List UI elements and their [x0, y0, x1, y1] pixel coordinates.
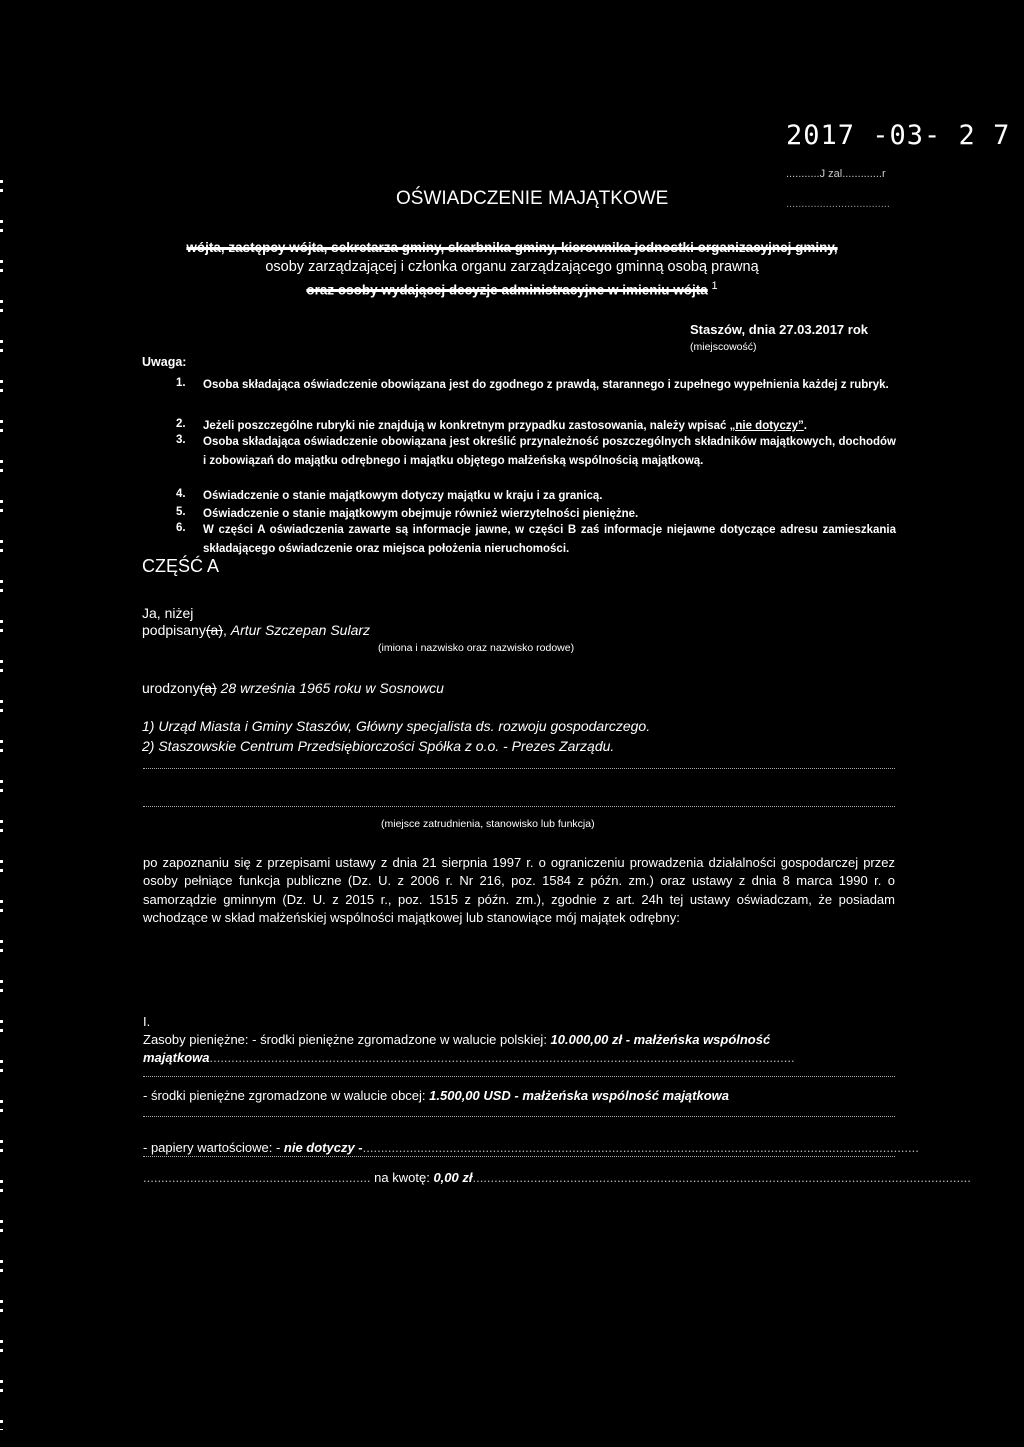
declaration-paragraph: po zapoznaniu się z przepisami ustawy z dnia 21 sierpnia 1997 r. o ograniczeniu prowadzenia działalności gospodarczej przez osoby pełniące funkcja publiczne (Dz. U. z 2006 r. Nr 216, poz. 1584 z późn. zm.) oraz ustawy z dnia 8 marca 1990 r. o samorządzie gminnym (Dz. U. z 2015 r., poz. 1515 z późn. zm.), zgodnie z art. 24h tej ustawy oświadczam, że posiadam wchodzące w skład małżeńskiej wspólności majątkowej lub stanowiące mój majątek odrębny:	[143, 855, 895, 926]
declarant-name: Artur Szczepan Sularz	[230, 622, 371, 638]
birth-details: 28 września 1965 roku w Sosnowcu	[220, 680, 444, 696]
securities-line: - papiery wartościowe: - nie dotyczy -..........................................................................................................................................................	[143, 1140, 919, 1155]
note-text: Oświadczenie o stanie majątkowym dotyczy majątku w kraju i za granicą.	[203, 490, 603, 502]
section-number: I.	[143, 1014, 151, 1029]
stamp-reference: ...........J zal.............r	[786, 168, 886, 180]
note-number: 2.	[176, 418, 186, 430]
dotted-line	[143, 1116, 895, 1117]
ja-nizej: Ja, niżej	[142, 605, 194, 621]
place-caption: (miejscowość)	[690, 341, 757, 353]
employment-2: 2) Staszowskie Centrum Przedsiębiorczości Spółka z o.o. - Prezes Zarządu.	[142, 738, 615, 754]
employment-caption: (miejsce zatrudnienia, stanowisko lub funkcja)	[381, 818, 595, 830]
stamp-line: ..................................	[786, 198, 890, 210]
header-line-applicable: osoby zarządzającej i członka organu zarządzającego gminną osobą prawną	[265, 259, 759, 275]
dotted-line	[143, 1076, 895, 1077]
note-number: 4.	[176, 488, 186, 500]
note-text: Osoba składająca oświadczenie obowiązana jest do zgodnego z prawdą, starannego i zupełnego wypełnienia każdej z rubryk.	[203, 379, 889, 391]
document-title: OŚWIADCZENIE MAJĄTKOWE	[396, 188, 669, 209]
note-text: Oświadczenie o stanie majątkowym obejmuje również wierzytelności pieniężne.	[203, 508, 639, 520]
note-text: Jeżeli poszczególne rubryki nie znajdują w konkretnym przypadku zastosowania, należy wpisać „nie dotyczy”.	[203, 420, 807, 432]
note-text: Osoba składająca oświadczenie obowiązana jest określić przynależność poszczególnych składników majątkowych, dochodów i zobowiązań do majątku odrębnego i majątku objętego małżeńską wspólnością majątkową.	[203, 436, 896, 467]
employment-1: 1) Urząd Miasta i Gminy Staszów, Główny specjalista ds. rozwoju gospodarczego.	[142, 718, 651, 734]
scan-edge	[0, 180, 3, 1430]
note-number: 6.	[176, 522, 186, 534]
footnote-marker: 1	[711, 280, 718, 292]
header-line-struck-2: oraz osoby wydającej decyzje administracyjne w imieniu wójta	[306, 282, 708, 298]
place-date: Staszów, dnia 27.03.2017 rok	[690, 322, 868, 337]
foreign-funds-line: - środki pieniężne zgromadzone w walucie obcej: 1.500,00 USD - małżeńska wspólność majątkowa	[143, 1088, 730, 1103]
note-number: 3.	[176, 434, 186, 446]
header-line-3	[0, 280, 1024, 298]
note-text: W części A oświadczenia zawarte są informacje jawne, w części B zaś informacje niejawne dotyczące adresu zamieszkania składającego oświadczenie oraz miejsca położenia nieruchomości.	[203, 524, 896, 555]
part-a-heading: CZĘŚĆ A	[142, 556, 220, 576]
note-number: 5.	[176, 506, 186, 518]
amount-line: ............................................................... na kwotę: 0,00 zł..........................................................................................................................................	[143, 1170, 971, 1185]
dotted-line	[143, 768, 895, 769]
header-line-struck: wójta, zastępcy wójta, sekretarza gminy, skarbnika gminy, kierownika jednostki organizacyjnej gminy,	[186, 240, 838, 255]
pln-funds-line-2: majątkowa..................................................................................................................................................................	[143, 1050, 795, 1065]
received-date-stamp: 2017 -03- 2 7	[786, 120, 1011, 151]
note-number: 1.	[176, 377, 186, 389]
dotted-line	[143, 806, 895, 807]
name-caption: (imiona i nazwisko oraz nazwisko rodowe)	[378, 642, 575, 654]
podpisany-line: podpisany(a), Artur Szczepan Sularz	[142, 622, 371, 638]
dotted-line	[143, 1156, 895, 1157]
pln-funds-line: Zasoby pieniężne: - środki pieniężne zgromadzone w walucie polskiej: 10.000,00 zł - małżeńska wspólność	[143, 1032, 771, 1047]
notes-heading: Uwaga:	[142, 355, 187, 369]
birth-line: urodzony(a) 28 września 1965 roku w Sosnowcu	[142, 680, 444, 696]
